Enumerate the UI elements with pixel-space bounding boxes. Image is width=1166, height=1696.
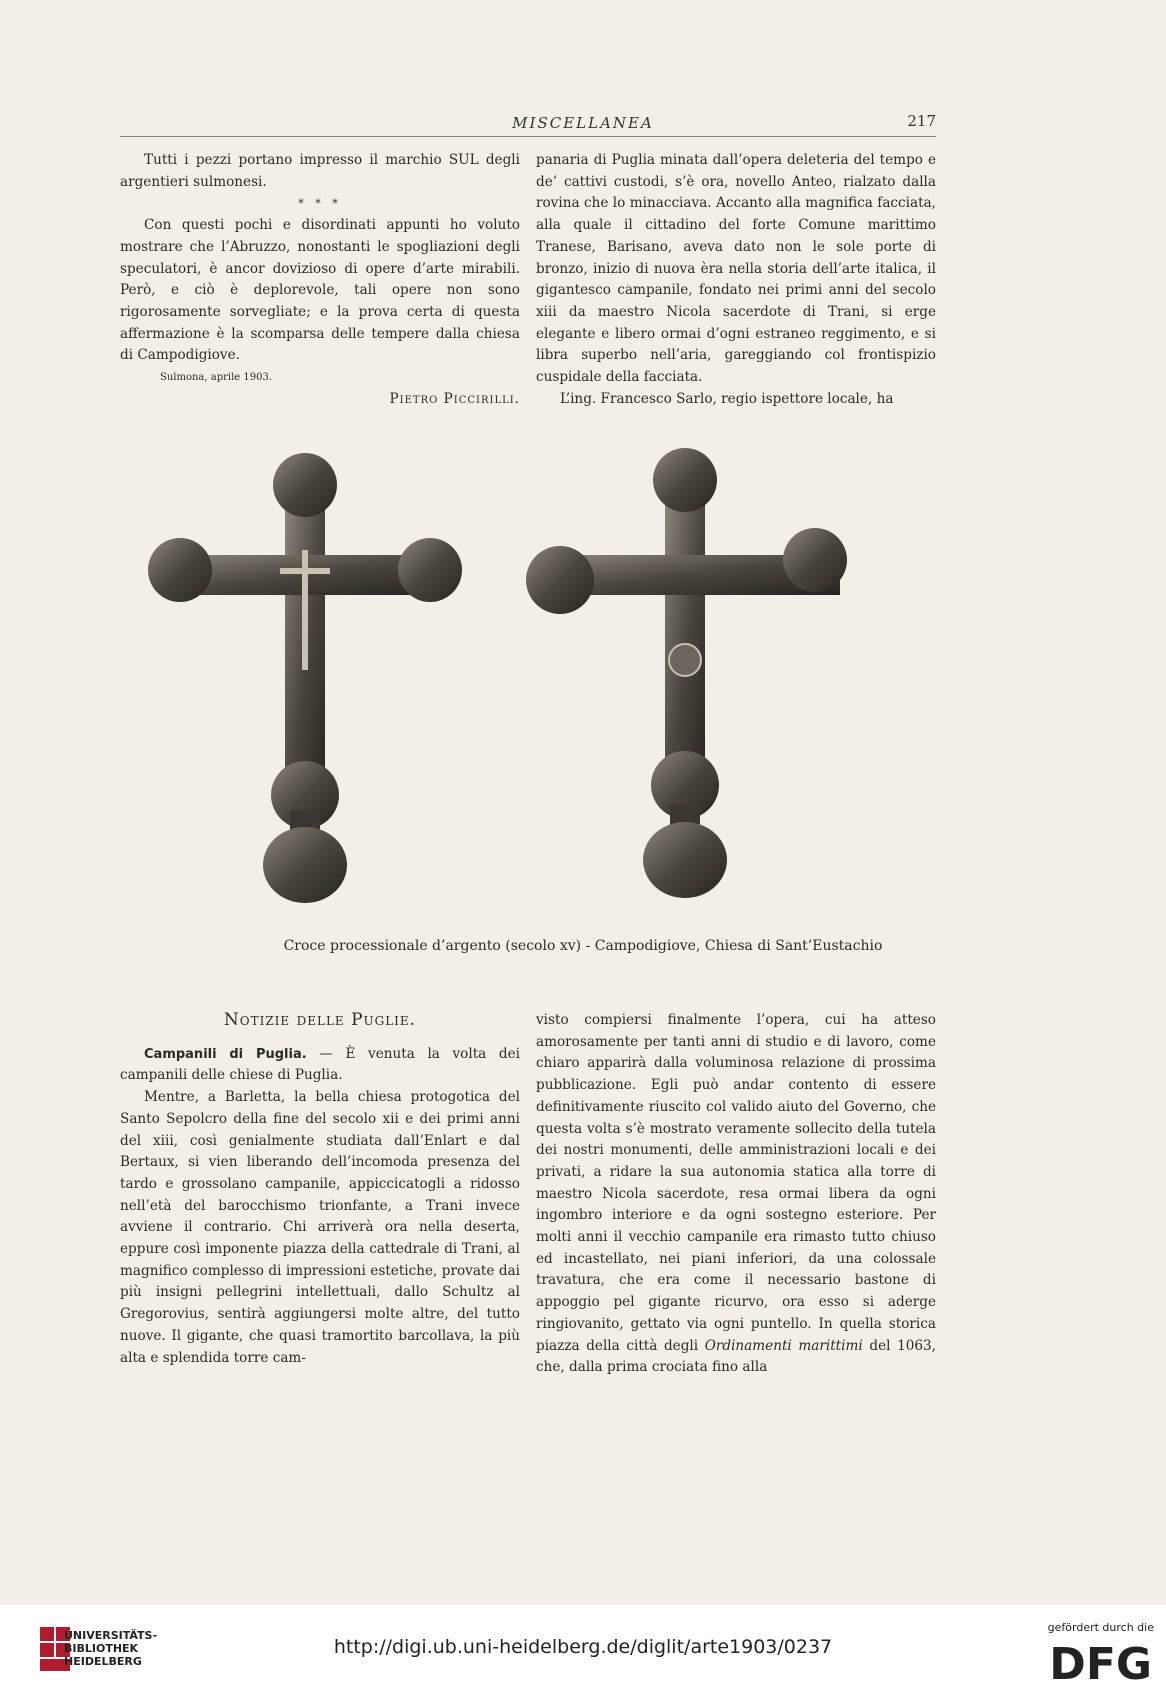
footer-bar — [0, 1605, 1166, 1696]
processional-cross-photo — [140, 440, 940, 930]
paragraph — [536, 1010, 936, 1379]
author-signature: Pietro Piccirilli. — [389, 390, 520, 407]
paragraph: Con questi pochi e disordinati appunti ho voluto mostrare che l’Abruzzo, nonostanti le spogliazioni degli speculatori, è ancor dovizioso di opere d’arte mirabili. Però, e ciò è deplorevole, tali opere non sono rigorosamente sorvegliate; e la prova certa di questa affermazione è la scomparsa delle tempere dalla chiesa di Campodigiove. — [120, 217, 520, 364]
paragraph-text: del 1063, che, dalla prima crociata fino alla — [536, 1337, 936, 1376]
library-line: UNIVERSITÄTS- — [64, 1629, 158, 1642]
paragraph-text: — È venuta la volta dei campanili delle chiese di Puglia. — [120, 1045, 520, 1084]
caption-left: Croce processionale d’argento (secolo xv) — [283, 938, 582, 954]
paragraph-text: visto compiersi finalmente l’opera, cui ha atteso amorosamente per tanti anni di studio e di lavoro, come chiaro apparirà dalla voluminosa relazione di prossima pubblicazione. Egli può andar contento di essere definitivamente riuscito col valido aiuto del Governo, che questa volta s’è mostrato veramente sollecito della tutela dei nostri monumenti, delle amministrazioni locali e dei privati, a ridare la sua autonomia statica alla torre di maestro Nicola sacerdote, resa ormai libera da ogni ingombro interiore e da ogni sostegno esteriore. Per molti anni il vecchio campanile era rimasto tutto chiuso ed incastellato, nei piani inferiori, da una colossale travatura, che era come il necessario bastone di appoggio pel gigante ricurvo, ora esso si aderge ringiovanito, gettato via ogni puntello. In quella storica piazza della città degli — [536, 1012, 936, 1354]
dfg-logo-icon — [1034, 1635, 1154, 1687]
cross-front — [148, 453, 462, 903]
library-line: HEIDELBERG — [64, 1655, 142, 1668]
subhead: Campanili di Puglia. — [144, 1046, 307, 1062]
paragraph: Mentre, a Barletta, la bella chiesa protogotica del Santo Sepolcro della fine del secolo xii e dei primi anni del xiii, così genialmente studiata dall’Enlart e dal Bertaux, si vien liberando dell’incomoda presenza del tardo e grossolano campanile, appiccicatogli a ridosso nell’età del barocchismo trionfante, a Trani invece avviene il contrario. Chi arriverà ora nella deserta, eppure così imponente piazza della cattedrale di Trani, al magnifico complesso di impressioni estetiche, provate dai più insigni pellegrini intellettuali, dallo Schultz al Gregorovius, sentirà aggiungersi molte altre, del tutto nuove. Il gigante, che quasi tramortito barcollava, la più alta e splendida torre cam- — [120, 1089, 520, 1366]
header-rule — [120, 136, 936, 137]
section-heading: Notizie delle Puglie. — [223, 1010, 417, 1030]
paragraph: Tutti i pezzi portano impresso il marchio SUL degli argentieri sulmonesi. — [120, 152, 520, 190]
dfg-logo-text: DFG — [1049, 1639, 1152, 1687]
page-number: 217 — [907, 112, 936, 130]
paragraph: L’ing. Francesco Sarlo, regio ispettore locale, ha — [560, 390, 894, 407]
dateline: Sulmona, aprile 1903. — [160, 372, 273, 384]
figure-caption — [0, 938, 1166, 954]
caption-right: Campodigiove, Chiesa di Sant’Eustachio — [594, 938, 883, 954]
column-left-top — [120, 150, 520, 410]
paragraph: panaria di Puglia minata dall’opera deleteria del tempo e de’ cattivi custodi, s’è ora, novello Anteo, rialzato dalla rovina che lo minacciava. Accanto alla magnifica facciata, alla quale il cittadino del forte Comune marittimo Tranese, Barisano, aveva dato non le sole porte di bronzo, inizio di nuova èra nella storia dell’arte italica, il gigantesco campanile, fondato nei primi anni del secolo xiii da maestro Nicola sacerdote di Trani, si erge elegante e libero ormai d’ogni estraneo reggimento, e si libra superbo nell’aria, gareggiando col frontispizio cuspidale della facciata. — [536, 152, 936, 386]
library-line: BIBLIOTHEK — [64, 1642, 139, 1655]
running-header: MISCELLANEA — [512, 114, 654, 132]
paragraph — [120, 1044, 520, 1087]
column-right-bottom — [536, 1010, 936, 1379]
cross-back — [526, 448, 847, 898]
permalink-url[interactable]: http://digi.ub.uni-heidelberg.de/diglit/arte1903/0237 — [333, 1636, 833, 1658]
section-separator: * * * — [298, 197, 342, 211]
caption-separator: - — [581, 938, 595, 954]
funded-by-label: gefördert durch die — [1047, 1621, 1154, 1634]
column-left-bottom — [120, 1010, 520, 1369]
column-right-top — [536, 150, 936, 410]
italic-term: Ordinamenti marittimi — [704, 1337, 863, 1354]
